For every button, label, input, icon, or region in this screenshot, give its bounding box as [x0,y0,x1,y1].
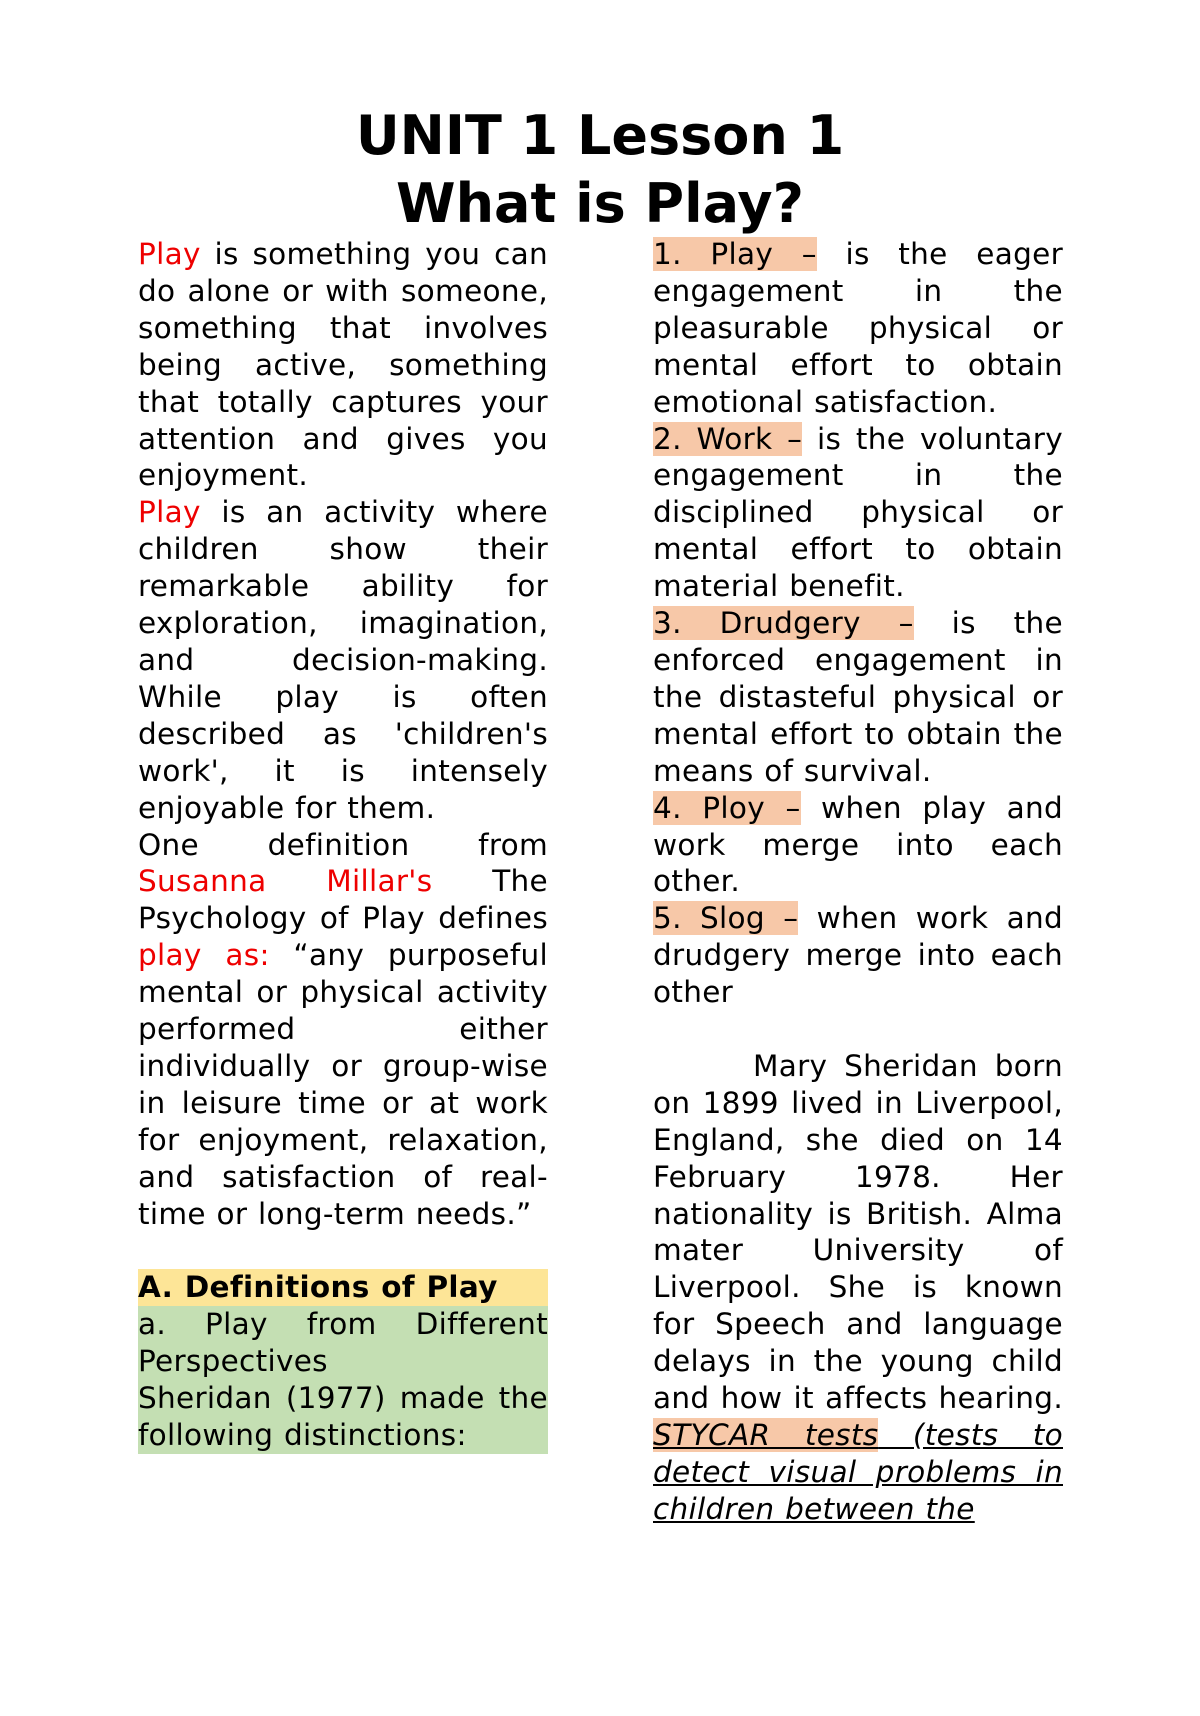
list-item-term: 2. Work – [653,421,803,456]
list-item [653,790,1063,901]
paragraph-millar-definition [138,827,548,1233]
list-item-text: is the voluntary engagement in the disciplined physical or mental effort to obtain material benefit. [653,421,1063,604]
list-item-term: 3. Drudgery – [653,606,914,641]
paragraph-text: is something you can do alone or with someone, something that involves being active, something that totally captures your attention and gives you enjoyment. [138,237,548,493]
paragraph-play-definition-1 [138,236,548,494]
blank-line [653,1011,1063,1048]
section-subheading: a. Play from Different Perspectives [138,1307,548,1379]
list-item-term: 4. Ploy – [653,790,801,825]
list-item-text: when work and drudgery merge into each other [653,901,1064,1010]
paragraph-text: The Psychology of Play defines [138,864,548,936]
paragraph-biography [653,1048,1063,1528]
list-item [653,900,1063,1011]
paragraph-text: is an activity where children show their remarkable ability for exploration, imagination, and decision-making. While play is often described as 'children's work', it is intensely enjoyable for them. [138,495,548,825]
list-item [653,421,1063,606]
stycar-term: STYCAR tests [653,1417,879,1452]
list-item [653,236,1063,421]
paragraph-play-definition-2 [138,494,548,826]
left-column [138,236,548,1454]
list-item-text: is the enforced engagement in the distasteful physical or mental effort to obtain the means of survival. [653,606,1063,788]
blank-line [138,1232,548,1269]
right-column [653,236,1063,1528]
list-item-term: 1. Play – [653,237,817,271]
section-heading: A. Definitions of Play [138,1269,548,1306]
term-play: Play [138,237,201,271]
list-item-text: when play and work merge into each other. [653,790,1064,899]
list-item-term: 5. Slog – [653,901,799,936]
paragraph-text: Mary Sheridan born on 1899 lived in Liverpool, England, she died on 14 February 1978. Her nationality is British. Alma mater University of Liverpool. She is known for Speech and language delays in the young child and how it affects hearing. [653,1048,1063,1416]
stycar-text: (tests to detect visual problems in children between the [653,1417,1063,1526]
list-item-text: is the eager engagement in the pleasurable physical or mental effort to obtain emotional satisfaction. [653,237,1063,419]
quote-text: “any purposeful mental or physical activity performed either individually or group-wise in leisure time or at work for enjoyment, relaxation, and satisfaction of real-time or long-term needs.” [138,938,548,1231]
author-name: Susanna Millar's [138,864,433,899]
list-item [653,605,1063,790]
section-text: Sheridan (1977) made the following distinctions: [138,1381,548,1452]
page-title: UNIT 1 Lesson 1 [355,104,845,167]
page-subtitle: What is Play? [396,172,804,235]
term-play: play as: [138,938,270,973]
paragraph-text: One definition from [138,827,548,862]
term-play: Play [138,495,201,530]
